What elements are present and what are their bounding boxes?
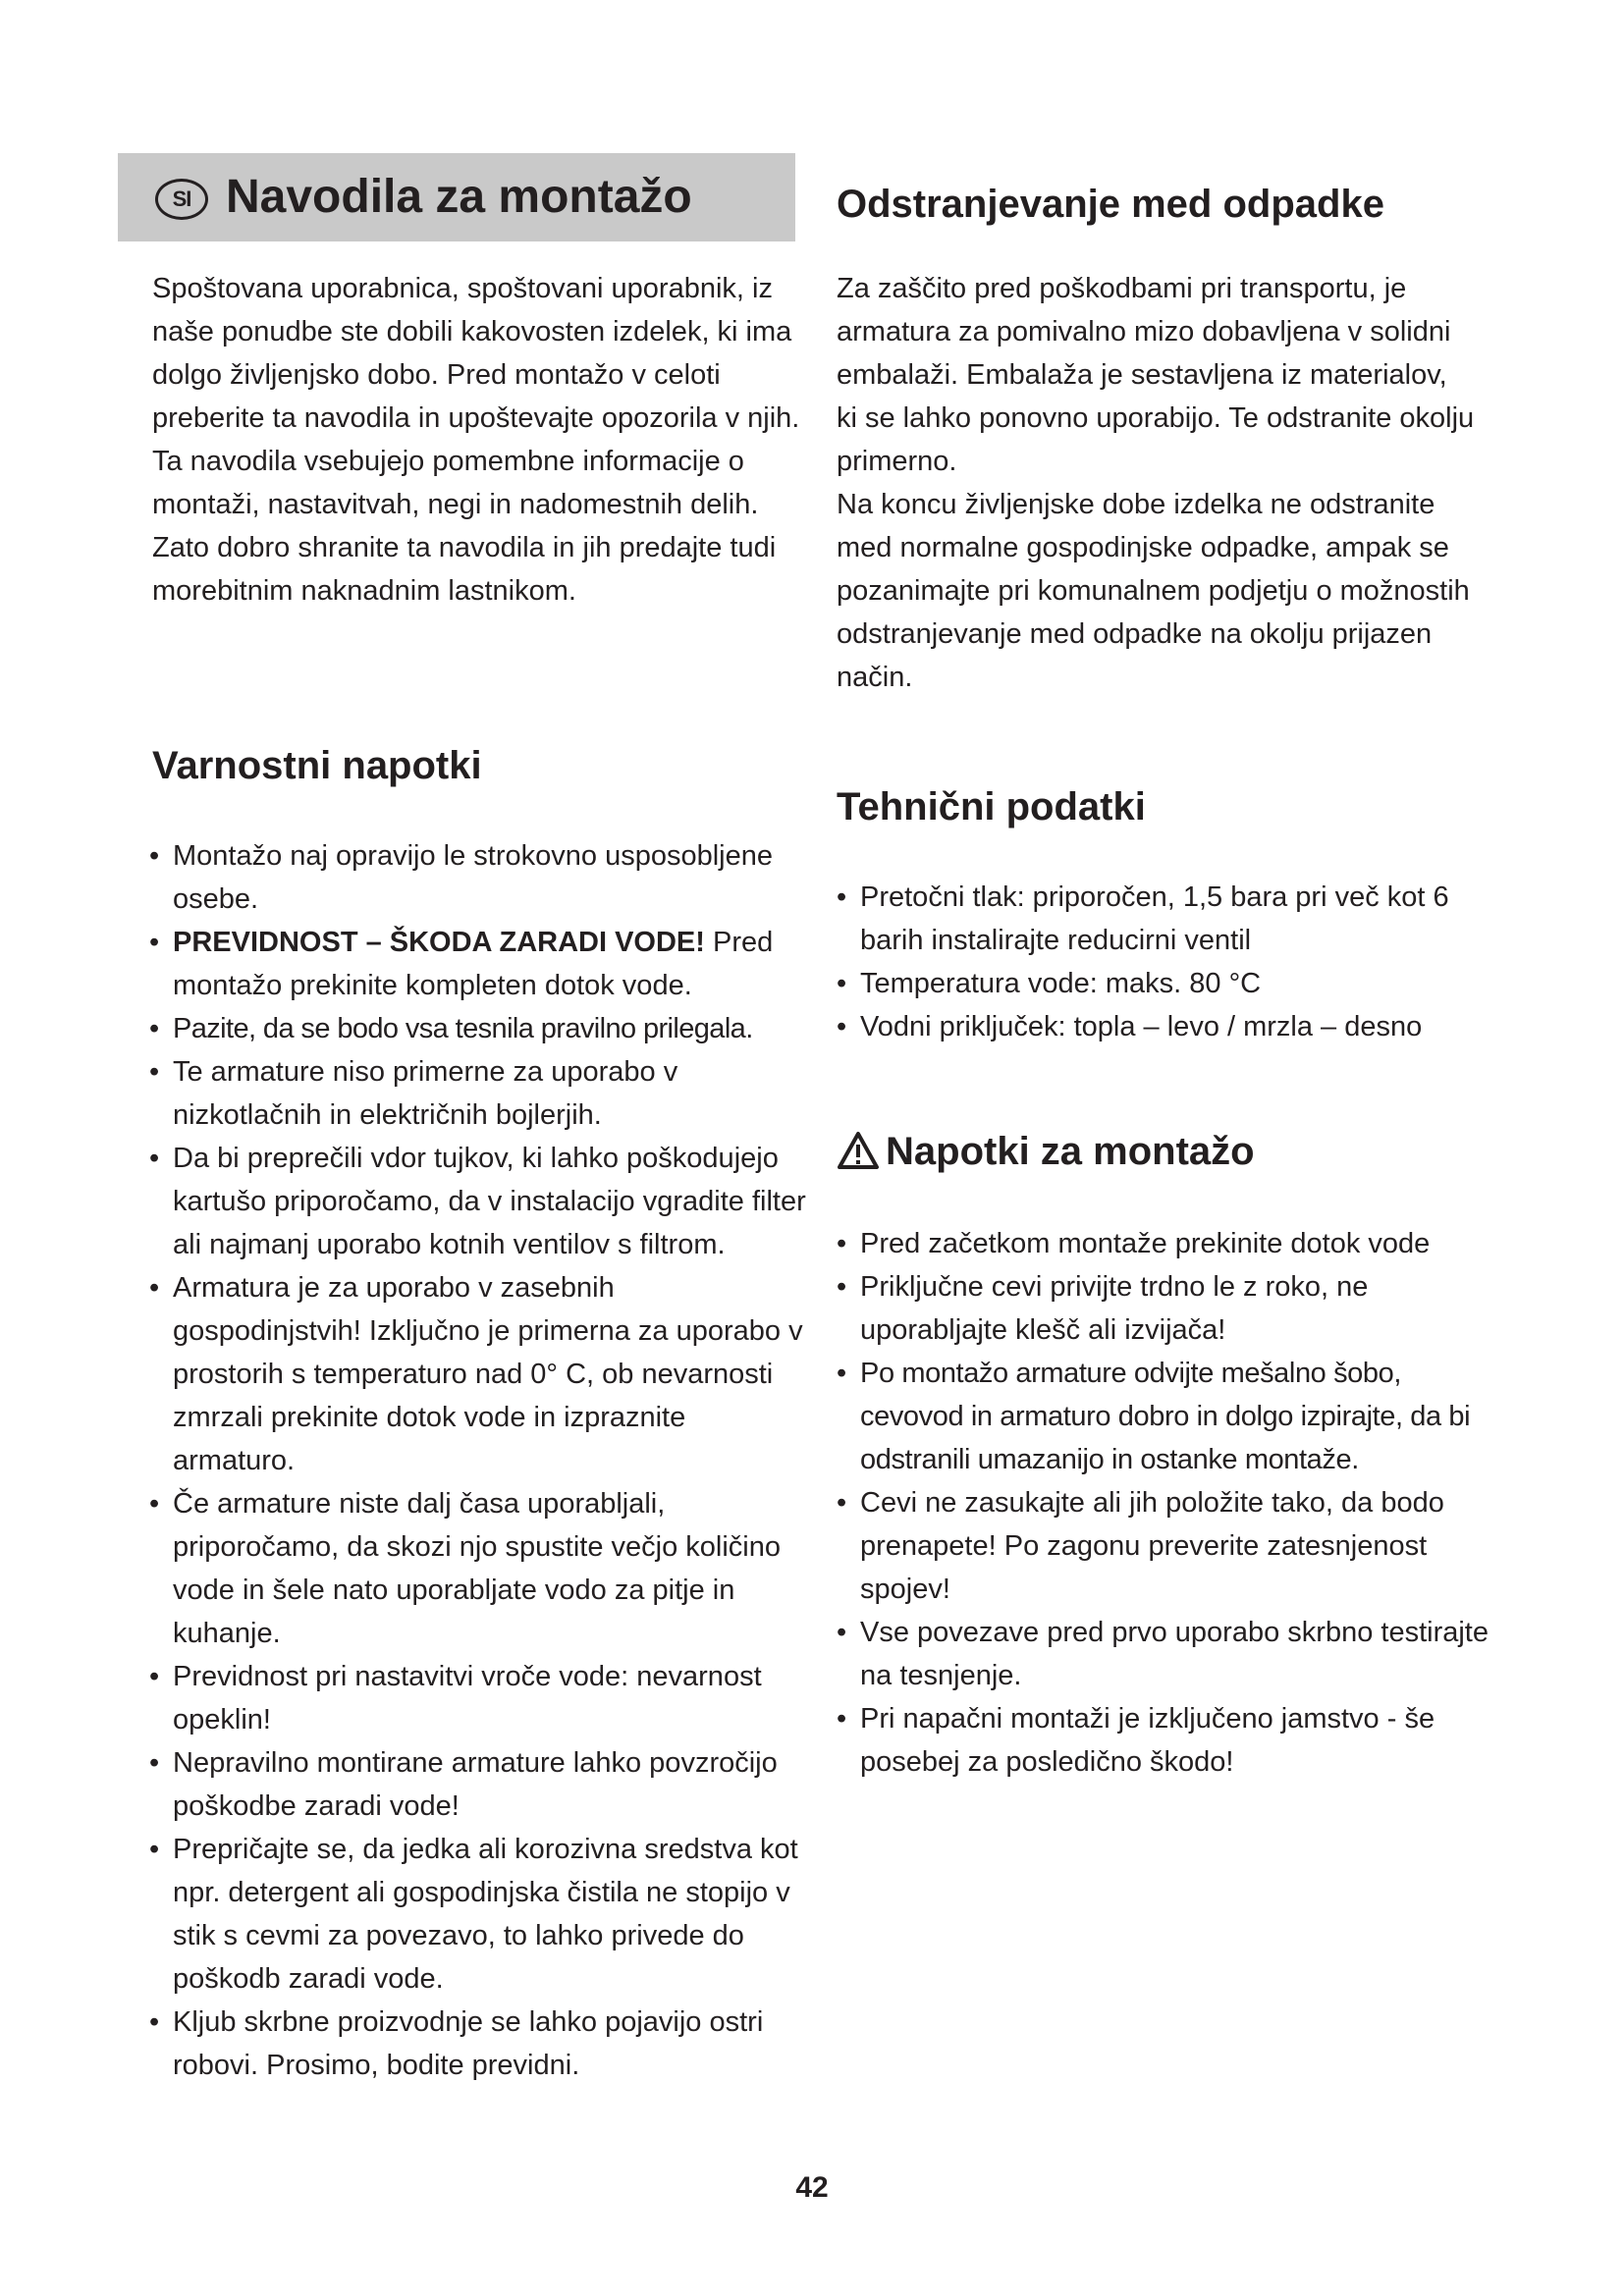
intro-text [152,267,805,613]
safety-warning-label: PREVIDNOST – ŠKODA ZARADI VODE! [173,927,705,958]
mounting-item: • Priključne cevi privijte trdno le z roko, ne uporabljajte klešč ali izvijača! [837,1265,1504,1352]
mounting-list [837,1222,1504,1784]
disposal-text [837,267,1475,699]
section-title-box [118,153,795,241]
tech-heading: Tehnični podatki [837,785,1146,828]
page-number: 42 [795,2171,829,2204]
mounting-heading-text: Napotki za montažo [886,1130,1255,1173]
safety-item: • Te armature niso primerne za uporabo v nizkotlačnih in električnih bojlerjih. [149,1050,807,1137]
tech-item: • Temperatura vode: maks. 80 °C [837,962,1504,1005]
safety-item: • Da bi preprečili vdor tujkov, ki lahko poškodujejo kartušo priporočamo, da v instalacijo vgradite filter ali najmanj uporabo kotnih ventilov s filtrom. [149,1137,807,1266]
page-title: Navodila za montažo [226,171,692,223]
mounting-item: • Cevi ne zasukajte ali jih položite tako, da bodo prenapete! Po zagonu preverite zatesnjenost spojev! [837,1481,1504,1611]
mounting-item: • Po montažo armature odvijte mešalno šobo, cevovod in armaturo dobro in dolgo izpirajte, da bi odstranili umazanijo in ostanke montaže. [837,1352,1504,1481]
warning-triangle-icon [837,1131,880,1170]
safety-item: • Če armature niste dalj časa uporabljali, priporočamo, da skozi njo spustite večjo količino vode in šele nato uporabljate vodo za pitje in kuhanje. [149,1482,807,1655]
safety-item: • Previdnost pri nastavitvi vroče vode: nevarnost opeklin! [149,1655,807,1741]
mounting-item: • Pred začetkom montaže prekinite dotok vode [837,1222,1504,1265]
disposal-heading: Odstranjevanje med odpadke [837,183,1384,226]
safety-list [149,834,807,2087]
mounting-item: • Pri napačni montaži je izključeno jamstvo - še posebej za posledično škodo! [837,1697,1504,1784]
language-badge-icon: SI [155,179,208,220]
mounting-item: • Vse povezave pred prvo uporabo skrbno testirajte na tesnjenje. [837,1611,1504,1697]
disposal-paragraph-2: Na koncu življenjske dobe izdelka ne odstranite med normalne gospodinjske odpadke, ampak se pozanimajte pri komunalnem podjetju o možnostih odstranjevanje med odpadke na okolju prijazen način. [837,489,1470,693]
tech-item: • Pretočni tlak: priporočen, 1,5 bara pri več kot 6 barih instalirajte reducirni ventil [837,876,1504,962]
safety-item: • Kljub skrbne proizvodnje se lahko pojavijo ostri robovi. Prosimo, bodite previdni. [149,2001,807,2087]
disposal-paragraph-1: Za zaščito pred poškodbami pri transportu, je armatura za pomivalno mizo dobavljena v solidni embalaži. Embalaža je sestavljena iz materialov, ki se lahko ponovno uporabijo. Te odstranite okolju primerno. [837,273,1475,477]
mounting-heading [837,1127,1255,1176]
safety-item: • PREVIDNOST – ŠKODA ZARADI VODE! Pred montažo prekinite kompleten dotok vode. [149,921,807,1007]
tech-item: • Vodni priključek: topla – levo / mrzla – desno [837,1005,1504,1048]
safety-item: • Prepričajte se, da jedka ali korozivna sredstva kot npr. detergent ali gospodinjska čistila ne stopijo v stik s cevmi za povezavo, to lahko privede do poškodb zaradi vode. [149,1828,807,2001]
safety-item: • Armatura je za uporabo v zasebnih gospodinjstvih! Izključno je primerna za uporabo v prostorih s temperaturo nad 0° C, ob nevarnosti zmrzali prekinite dotok vode in izpraznite armaturo. [149,1266,807,1482]
safety-item: • Montažo naj opravijo le strokovno usposobljene osebe. [149,834,807,921]
intro-paragraph-1: Spoštovana uporabnica, spoštovani uporabnik, iz naše ponudbe ste dobili kakovosten izdelek, ki ima dolgo življenjsko dobo. Pred montažo v celoti preberite ta navodila in upoštevajte opozorila v njih. Ta navodila vsebujejo pomembne informacije o montaži, nastavitvah, negi in nadomestnih delih. [152,273,800,520]
safety-item: • Nepravilno montirane armature lahko povzročijo poškodbe zaradi vode! [149,1741,807,1828]
tech-list [837,876,1504,1048]
intro-paragraph-2: Zato dobro shranite ta navodila in jih predajte tudi morebitnim naknadnim lastnikom. [152,532,777,607]
safety-item: • Pazite, da se bodo vsa tesnila pravilno prilegala. [149,1007,807,1050]
safety-heading: Varnostni napotki [152,744,482,787]
